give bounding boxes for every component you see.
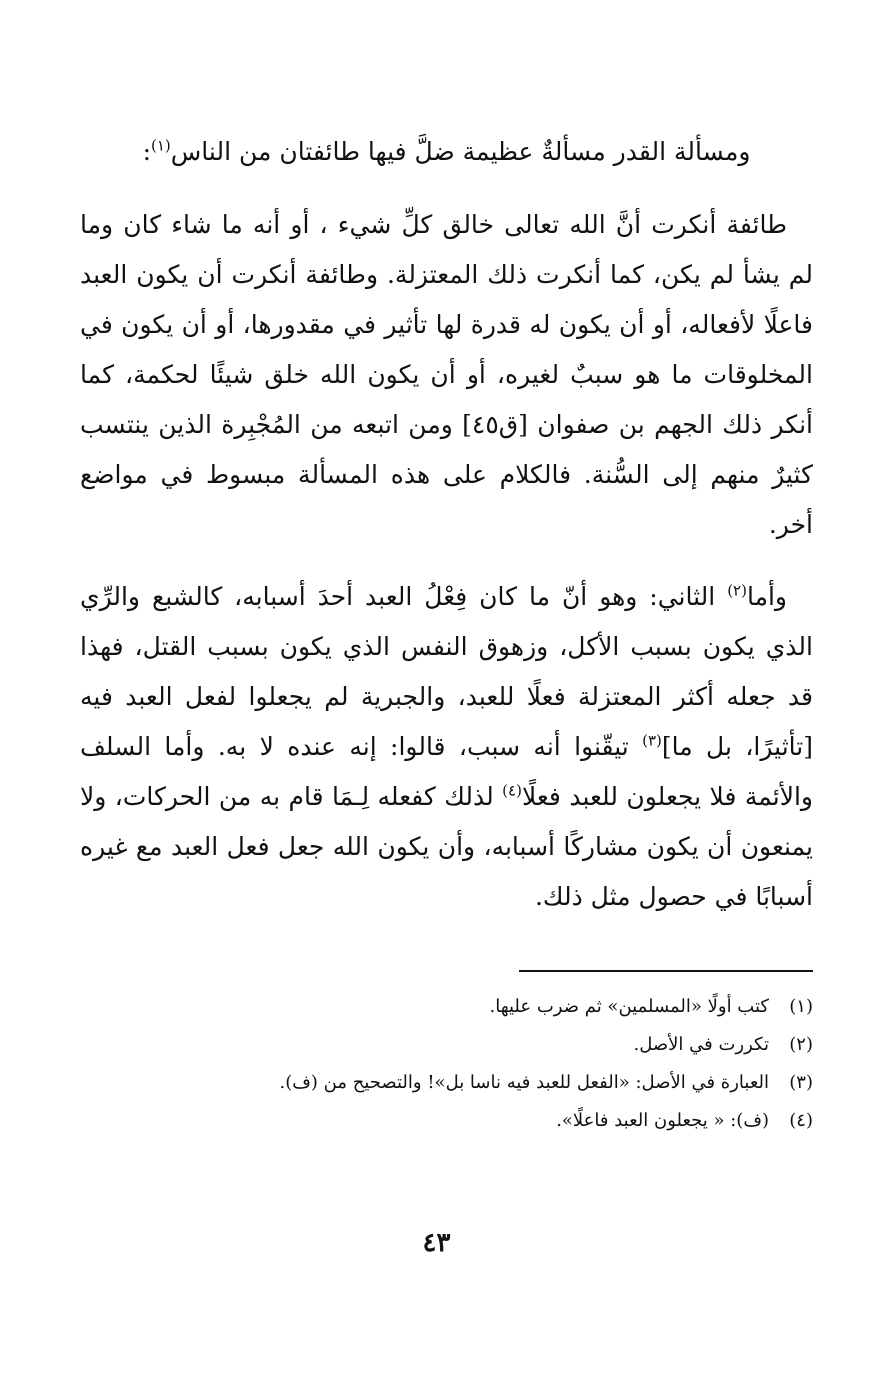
footnote-divider (519, 970, 813, 972)
paragraph-2-part-4: لذلك كفعله لِـمَا قام به من الحركات، ولا يمنعون أن يكون مشاركًا أسبابه، وأن يكون الله جعل فعل العبد مع غيره أسبابًا في حصول مثل ذلك. (80, 782, 813, 911)
footnote-number: (١) (789, 996, 813, 1017)
paragraph-2-part-2: الثاني: وهو أنّ ما كان فِعْلُ العبد أحدَ أسبابه، كالشبع والرِّي الذي يكون بسبب الأكل، وزهوق النفس الذي يكون بسبب القتل، فهذا قد جعله أكثر المعتزلة فعلًا للعبد، والجبرية لم يجعلوا لفعل العبد فيه [تأثيرًا، بل ما] (80, 582, 813, 761)
paragraph-2 (80, 572, 813, 922)
intro-text: ومسألة القدر مسألةٌ عظيمة ضلَّ فيها طائفتان من الناس (170, 137, 751, 166)
intro-colon: : (142, 137, 151, 166)
footnote-number: (٢) (789, 1034, 813, 1055)
footnote-number: (٤) (789, 1110, 813, 1131)
page-number: ٤٣ (422, 1228, 451, 1258)
footnotes (80, 988, 813, 1140)
footnote-text: (ف): « يجعلون العبد فاعلًا». (556, 1110, 769, 1131)
footnote-text: تكررت في الأصل. (633, 1034, 769, 1055)
footnote-item (80, 1026, 813, 1064)
paragraph-2-part-1: وأما (746, 582, 787, 611)
footnote-marker-2[interactable]: (٢) (727, 581, 747, 600)
footnote-marker-1[interactable]: (١) (151, 136, 171, 155)
intro-line (80, 128, 813, 176)
footnote-marker-3[interactable]: (٣) (642, 731, 662, 750)
footnote-text: العبارة في الأصل: «الفعل للعبد فيه ناسا بل»! والتصحيح من (ف). (279, 1072, 769, 1093)
footnote-item (80, 1102, 813, 1140)
footnote-number: (٣) (789, 1072, 813, 1093)
paragraph-2-part-3: تيقّنوا أنه سبب، قالوا: إنه عنده لا به. وأما السلف والأئمة فلا يجعلون للعبد فعلًا (80, 732, 813, 811)
footnote-text: كتب أولًا «المسلمين» ثم ضرب عليها. (489, 996, 769, 1017)
page-body (80, 128, 813, 1140)
footnote-item (80, 988, 813, 1026)
footnote-marker-4[interactable]: (٤) (502, 781, 522, 800)
footnote-item (80, 1064, 813, 1102)
paragraph-1: طائفة أنكرت أنَّ الله تعالى خالق كلِّ شيء ، أو أنه ما شاء كان وما لم يشأ لم يكن، كما أنكرت ذلك المعتزلة. وطائفة أنكرت أن يكون العبد فاعلًا لأفعاله، أو أن يكون له قدرة لها تأثير في مقدورها، أو أن يكون في المخلوقات ما هو سببٌ لغيره، أو أن يكون الله خلق شيئًا لحكمة، كما أنكر ذلك الجهم بن صفوان [ق٤٥] ومن اتبعه من المُجْبِرة الذين ينتسب كثيرٌ منهم إلى السُّنة. فالكلام على هذه المسألة مبسوط في مواضع أخر. (80, 210, 813, 539)
